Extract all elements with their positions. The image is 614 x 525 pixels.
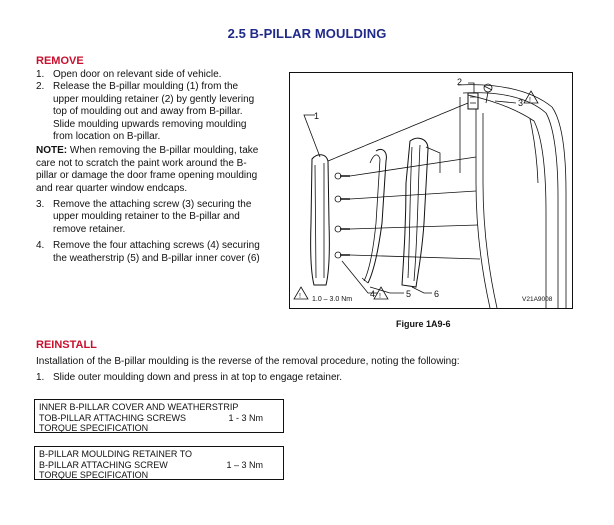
caution-triangle-icon — [294, 287, 308, 300]
remove-steps — [36, 69, 278, 265]
callout-4: 4 — [370, 289, 376, 299]
remove-step-2: 2. Release the B-pillar moulding (1) from the upper moulding retainer (2) by gently levering top of moulding out and away from B-pillar. Slide moulding upwards removing moulding from location on B-pillar. — [36, 81, 255, 143]
callout-1: 1 — [314, 111, 320, 121]
callout-5: 5 — [406, 289, 412, 299]
figure-code: V21A9008 — [522, 296, 553, 303]
remove-step-1: 1. Open door on relevant side of vehicle. — [36, 69, 222, 80]
torque-value-1: 1 - 3 Nm — [228, 412, 263, 423]
reinstall-step-1: 1. Slide outer moulding down and press in at top to engage retainer. — [36, 372, 343, 383]
remove-heading: REMOVE — [36, 55, 84, 67]
callout-6: 6 — [434, 289, 440, 299]
torque-spec-box-1: INNER B-PILLAR COVER AND WEATHERSTRIP TOB-PILLAR ATTACHING SCREWS 1 - 3 Nm TORQUE SPECIFICATION — [34, 399, 284, 433]
reinstall-intro: Installation of the B-pillar moulding is the reverse of the removal procedure, noting the following: — [36, 356, 460, 367]
weatherstrip-5 — [368, 149, 386, 283]
torque-value-2: 1 – 3 Nm — [226, 459, 263, 470]
page-title: 2.5 B-PILLAR MOULDING — [227, 26, 387, 41]
screws-4 — [335, 173, 350, 258]
svg-text:!: ! — [379, 293, 381, 300]
moulding-1 — [311, 155, 330, 285]
reinstall-heading: REINSTALL — [36, 339, 97, 351]
svg-text:!: ! — [529, 97, 531, 104]
vehicle-body-lines — [458, 85, 566, 308]
remove-step-4: 4. Remove the four attaching screws (4) securing the weatherstrip (5) and B-pillar inner cover (6) — [36, 240, 260, 264]
svg-text:!: ! — [299, 293, 301, 300]
b-pillar-diagram — [290, 73, 572, 308]
figure-frame — [289, 72, 573, 309]
callout-2: 2 — [457, 77, 463, 87]
remove-note: NOTE: When removing the B-pillar moulding, take care not to scratch the paint work around the B- pillar or damage the door frame opening moulding and rear quarter window endcaps. — [36, 145, 259, 194]
figure-caption: Figure 1A9-6 — [396, 319, 451, 329]
remove-step-3: 3. Remove the attaching screw (3) securing the upper moulding retainer to the B-pillar and remove retainer. — [36, 199, 252, 235]
callout-3: 3 — [518, 98, 524, 108]
torque-spec-box-2: B-PILLAR MOULDING RETAINER TO B-PILLAR ATTACHING SCREW 1 – 3 Nm TORQUE SPECIFICATION — [34, 446, 284, 480]
torque-note: 1.0 – 3.0 Nm — [312, 296, 353, 303]
